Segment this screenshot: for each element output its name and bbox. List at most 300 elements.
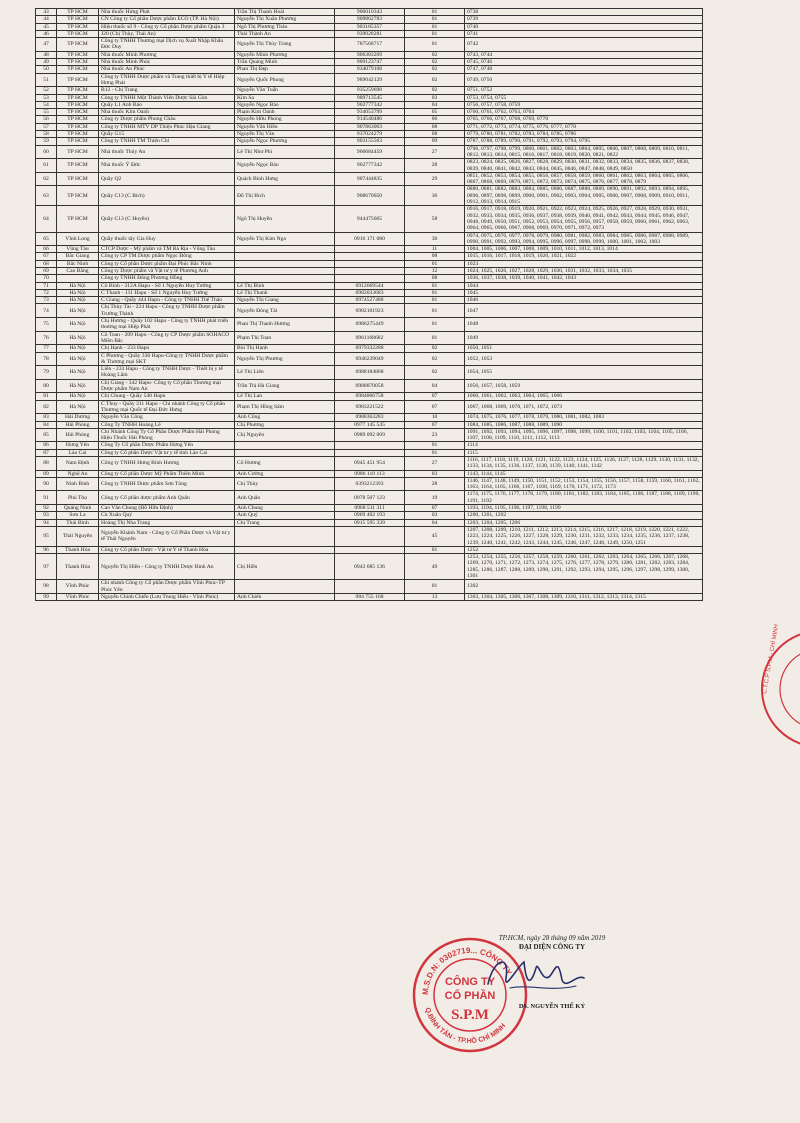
- table-row: [36, 246, 703, 253]
- province-cell: Hà Nội: [57, 289, 99, 296]
- serial-numbers-cell: 0771, 0772, 0773, 0774, 0775, 0776, 0777, 0778: [465, 123, 703, 130]
- serial-numbers-cell: 1047: [465, 304, 703, 318]
- quantity-cell: 28: [405, 159, 465, 173]
- contact-person-cell: Nguyễn Văn Tuấn: [235, 87, 335, 94]
- phone-cell: 0988363283: [335, 414, 405, 421]
- contact-person-cell: Nguyễn Ngọc Bảo: [235, 159, 335, 173]
- table-row: [36, 304, 703, 318]
- phone-cell: 935259698: [335, 87, 405, 94]
- contact-person-cell: Nguyễn Văn Hiền: [235, 123, 335, 130]
- quantity-cell: 04: [405, 519, 465, 526]
- quantity-cell: 01: [405, 449, 465, 456]
- customer-name-cell: Công ty Cổ phần Dược - Vật tư Y tế Thanh Hóa: [99, 546, 235, 553]
- serial-numbers-cell: 0749, 0750: [465, 73, 703, 87]
- phone-cell: 0986275449: [335, 318, 405, 332]
- province-cell: TP HCM: [57, 73, 99, 87]
- province-cell: Hà Nội: [57, 366, 99, 380]
- province-cell: TP HCM: [57, 116, 99, 123]
- row-number-cell: 44: [36, 16, 57, 23]
- contact-person-cell: Anh Công: [235, 414, 335, 421]
- contact-person-cell: Phan Thị Thanh Hương: [235, 318, 335, 332]
- phone-cell: 0988870058: [335, 379, 405, 393]
- serial-numbers-cell: 0760, 0761, 0762, 0763, 0764: [465, 109, 703, 116]
- table-row: [36, 172, 703, 186]
- table-row: [36, 38, 703, 52]
- quantity-cell: 28: [405, 477, 465, 491]
- quantity-cell: 02: [405, 73, 465, 87]
- row-number-cell: 59: [36, 138, 57, 145]
- province-cell: Hà Nội: [57, 379, 99, 393]
- quantity-cell: 06: [405, 116, 465, 123]
- signing-date: TP.HCM, ngày 28 tháng 09 năm 2019: [498, 934, 606, 942]
- contact-person-cell: Bùi Thị Hạnh: [235, 345, 335, 352]
- contact-person-cell: Trần Quang Minh: [235, 59, 335, 66]
- serial-numbers-cell: 0823, 0824, 0825, 0826, 0827, 0828, 0829, 0830, 0831, 0832, 0833, 0834, 0835, 0836, 0837, 0838, 0839, 0840, 0841, 0842, 0843, 0844, 0845, 0846, 0847, 0848, 0849, 0850: [465, 159, 703, 173]
- quantity-cell: 23: [405, 428, 465, 442]
- contact-person-cell: [235, 275, 335, 282]
- table-row: [36, 318, 703, 332]
- table-row: [36, 267, 703, 274]
- table-row: [36, 206, 703, 232]
- quantity-cell: 01: [405, 297, 465, 304]
- customer-name-cell: Nguyễn Chính Chiến (Lưu Trung Hiếu - Vĩnh Phúc): [99, 593, 235, 600]
- edge-stamp: [756, 624, 800, 754]
- contact-person-cell: Ngô Thị Phương Thảo: [235, 23, 335, 30]
- phone-cell: [335, 580, 405, 594]
- table-row: [36, 457, 703, 471]
- row-number-cell: 76: [36, 331, 57, 345]
- phone-cell: 944475665: [335, 206, 405, 232]
- serial-numbers-cell: 1207, 1208, 1209, 1210, 1211, 1212, 1213, 1214, 1215, 1216, 1217, 1218, 1219, 1220, 1221, 1222, 1223, 1224, 1225, 1226, 1227, 1228, 1229, 1230, 1231, 1232, 1233, 1234, 1235, 1236, 1237, 1238, 1239, 1240, 1241, 1242, 1243, 1244, 1245, 1246, 1247, 1248, 1249, 1250, 1251: [465, 526, 703, 546]
- serial-numbers-cell: 1200, 1201, 1202: [465, 512, 703, 519]
- province-cell: Hà Nội: [57, 400, 99, 414]
- quantity-cell: 01: [405, 318, 465, 332]
- province-cell: TP HCM: [57, 51, 99, 58]
- phone-cell: 937024279: [335, 131, 405, 138]
- phone-cell: [335, 526, 405, 546]
- row-number-cell: 72: [36, 289, 57, 296]
- province-cell: Hà Nội: [57, 304, 99, 318]
- contact-person-cell: [235, 267, 335, 274]
- table-row: [36, 23, 703, 30]
- row-number-cell: 85: [36, 428, 57, 442]
- contact-person-cell: [235, 449, 335, 456]
- serial-numbers-cell: 0742: [465, 38, 703, 52]
- contact-person-cell: [235, 526, 335, 546]
- table-row: [36, 331, 703, 345]
- table-row: [36, 138, 703, 145]
- serial-numbers-cell: 1084, 1085, 1086, 1087, 1088, 1089, 1090: [465, 421, 703, 428]
- customer-name-cell: Chi nhánh Công ty Cổ phần Dược phẩm Vĩnh Phúc-TP Phúc Yên: [99, 580, 235, 594]
- phone-cell: 0912669544: [335, 282, 405, 289]
- contact-person-cell: Chị Phương: [235, 421, 335, 428]
- table-row: [36, 16, 703, 23]
- contact-person-cell: Nguyễn Thị Vân: [235, 131, 335, 138]
- customer-name-cell: Công ty TNHH Thương mại Dịch vụ Xuất Nhập Khẩu Đức Duy: [99, 38, 235, 52]
- quantity-cell: 03: [405, 470, 465, 477]
- stamp-center-mid: CỔ PHẦN: [444, 990, 496, 1002]
- contact-person-cell: Anh Quý: [235, 512, 335, 519]
- quantity-cell: 05: [405, 109, 465, 116]
- customer-name-cell: C Giang - Quầy 444 Hapu - Công ty TNHH Thế Thảo: [99, 297, 235, 304]
- phone-cell: [335, 260, 405, 267]
- row-number-cell: 70: [36, 275, 57, 282]
- phone-cell: [335, 275, 405, 282]
- table-row: [36, 131, 703, 138]
- row-number-cell: 87: [36, 449, 57, 456]
- province-cell: TP HCM: [57, 66, 99, 73]
- table-row: [36, 260, 703, 267]
- serial-numbers-cell: 0851, 0852, 0853, 0854, 0855, 0856, 0857, 0858, 0859, 0860, 0861, 0862, 0863, 0864, 0865, 0866, 0867, 0868, 0869, 0870, 0871, 0872, 0873, 0874, 0875, 0876, 0877, 0878, 0879: [465, 172, 703, 186]
- quantity-cell: 02: [405, 366, 465, 380]
- province-cell: Bắc Giang: [57, 253, 99, 260]
- province-cell: Vĩnh Phúc: [57, 593, 99, 600]
- customer-name-cell: Công ty TNHH Một Thành Viên Dược Sài Gòn: [99, 94, 235, 101]
- quantity-cell: 01: [405, 580, 465, 594]
- table-row: [36, 546, 703, 553]
- table-row: [36, 505, 703, 512]
- row-number-cell: 46: [36, 30, 57, 37]
- table-row: [36, 428, 703, 442]
- row-number-cell: 84: [36, 421, 57, 428]
- phone-cell: 0946239049: [335, 352, 405, 366]
- province-cell: Hà Nội: [57, 331, 99, 345]
- row-number-cell: 78: [36, 352, 57, 366]
- phone-cell: 0945 451 954: [335, 457, 405, 471]
- table-row: [36, 51, 703, 58]
- row-number-cell: 69: [36, 267, 57, 274]
- customer-name-cell: C Thanh - 111 Hapu - Số 1 Nguyễn Huy Tưởng: [99, 289, 235, 296]
- customer-name-cell: Công ty TNHH Hưng Bình Hương: [99, 457, 235, 471]
- table-row: [36, 289, 703, 296]
- phone-cell: 0969 402 193: [335, 512, 405, 519]
- table-row: [36, 59, 703, 66]
- table-row: [36, 400, 703, 414]
- quantity-cell: 09: [405, 138, 465, 145]
- phone-cell: 0979332288: [335, 345, 405, 352]
- table-row: [36, 477, 703, 491]
- serial-numbers-cell: 1302: [465, 580, 703, 594]
- customer-name-cell: J20 (Chị Thùy, Thái An): [99, 30, 235, 37]
- serial-numbers-cell: 0779, 0780, 0781, 0782, 0783, 0784, 0785, 0786: [465, 131, 703, 138]
- quantity-cell: 03: [405, 94, 465, 101]
- province-cell: TP HCM: [57, 16, 99, 23]
- contact-person-cell: Nguyễn Thị Kim Nga: [235, 232, 335, 246]
- phone-cell: 903155563: [335, 138, 405, 145]
- customer-name-cell: Quầy C13 (C Huyền): [99, 206, 235, 232]
- row-number-cell: 90: [36, 477, 57, 491]
- row-number-cell: 79: [36, 366, 57, 380]
- phone-cell: [335, 442, 405, 449]
- customer-name-cell: B12 - Chị Trang: [99, 87, 235, 94]
- province-cell: TP HCM: [57, 186, 99, 206]
- province-cell: Hà Nội: [57, 352, 99, 366]
- customer-name-cell: Quầy thuốc tây Gia Huy: [99, 232, 235, 246]
- quantity-cell: 01: [405, 38, 465, 52]
- customer-name-cell: Nhà thuốc Ý Đức: [99, 159, 235, 173]
- quantity-cell: 02: [405, 51, 465, 58]
- quantity-cell: 07: [405, 505, 465, 512]
- phone-cell: 0978 507 123: [335, 491, 405, 505]
- customer-name-cell: Quầy C13 (C Bích): [99, 186, 235, 206]
- table-row: [36, 512, 703, 519]
- quantity-cell: 10: [405, 414, 465, 421]
- serial-numbers-cell: 0787, 0788, 0789, 0790, 0791, 0792, 0793, 0794, 0795: [465, 138, 703, 145]
- customer-name-cell: C Thuy - Quầy 311 Hapu - Chi nhánh Công ty Cổ phần Thương mại Quốc tế Đại Đức Hưng: [99, 400, 235, 414]
- phone-cell: [335, 267, 405, 274]
- table-row: [36, 580, 703, 594]
- table-row: [36, 94, 703, 101]
- row-number-cell: 52: [36, 87, 57, 94]
- serial-numbers-cell: 0765, 0766, 0767, 0768, 0769, 0770: [465, 116, 703, 123]
- serial-numbers-cell: 0745, 0746: [465, 59, 703, 66]
- serial-numbers-cell: 1049: [465, 331, 703, 345]
- quantity-cell: 04: [405, 101, 465, 108]
- phone-cell: 0986 110 113: [335, 470, 405, 477]
- customer-name-cell: Hoàng Thị Nha Trang: [99, 519, 235, 526]
- province-cell: Bắc Ninh: [57, 260, 99, 267]
- row-number-cell: 95: [36, 526, 57, 546]
- row-number-cell: 98: [36, 580, 57, 594]
- customer-name-cell: Nhà thuốc Hưng Phát: [99, 9, 235, 16]
- phone-cell: 908670050: [335, 186, 405, 206]
- customer-name-cell: Cô Bình - 312A Hapu - Số 1 Nguyễn Huy Tưởng: [99, 282, 235, 289]
- phone-cell: 0977 145 545: [335, 421, 405, 428]
- row-number-cell: 48: [36, 51, 57, 58]
- row-number-cell: 80: [36, 379, 57, 393]
- serial-numbers-cell: 1056, 1057, 1058, 1059: [465, 379, 703, 393]
- serial-numbers-cell: 1050, 1051: [465, 345, 703, 352]
- quantity-cell: 12: [405, 267, 465, 274]
- phone-cell: 0974527488: [335, 297, 405, 304]
- province-cell: Hà Nội: [57, 345, 99, 352]
- contact-person-cell: [235, 442, 335, 449]
- province-cell: TP HCM: [57, 38, 99, 52]
- row-number-cell: 53: [36, 94, 57, 101]
- phone-cell: 907444835: [335, 172, 405, 186]
- row-number-cell: 61: [36, 159, 57, 173]
- contact-person-cell: Nguyễn Minh Phương: [235, 51, 335, 58]
- serial-numbers-cell: 0974, 0975, 0976, 0977, 0978, 0979, 0980, 0981, 0982, 0983, 0984, 0985, 0986, 0987, 0988, 0989, 0990, 0991, 0992, 0993, 0994, 0995, 0996, 0997, 0998, 0999, 1000, 1001, 1002, 1003: [465, 232, 703, 246]
- serial-numbers-cell: 1174, 1175, 1176, 1177, 1178, 1179, 1180, 1181, 1182, 1183, 1184, 1185, 1186, 1187, 1188, 1189, 1190, 1191, 1192: [465, 491, 703, 505]
- customer-name-cell: CTCP Dược - Mỹ phẩm và TM Bà Rịa - Vũng Tàu: [99, 246, 235, 253]
- quantity-cell: 58: [405, 206, 465, 232]
- row-number-cell: 83: [36, 414, 57, 421]
- province-cell: TP HCM: [57, 59, 99, 66]
- serial-numbers-cell: 0740: [465, 23, 703, 30]
- edge-stamp-text: C.T.C.P S.P.M - CHÍ MINH: [762, 624, 781, 695]
- serial-numbers-cell: 1060, 1061, 1062, 1063, 1064, 1065, 1066: [465, 393, 703, 400]
- row-number-cell: 97: [36, 554, 57, 580]
- row-number-cell: 47: [36, 38, 57, 52]
- contact-person-cell: Thái Thành An: [235, 30, 335, 37]
- table-row: [36, 449, 703, 456]
- customer-name-cell: Công ty Cổ phần Dược Vật tư y tế tỉnh Lào Cai: [99, 449, 235, 456]
- row-number-cell: 75: [36, 318, 57, 332]
- serial-numbers-cell: 0916, 0917, 0918, 0919, 0920, 0921, 0922, 0923, 0924, 0925, 0926, 0927, 0928, 0929, 0930, 0931, 0932, 0933, 0934, 0935, 0936, 0937, 0938, 0939, 0940, 0941, 0942, 0943, 0944, 0945, 0946, 0947, 0948, 0949, 0950, 0951, 0952, 0953, 0954, 0955, 0956, 0957, 0958, 0959, 0960, 0961, 0962, 0963, 0964, 0965, 0966, 0967, 0968, 0969, 0970, 0971, 0972, 0973: [465, 206, 703, 232]
- row-number-cell: 89: [36, 470, 57, 477]
- customer-name-cell: Chị Chung - Quầy 540 Hapu: [99, 393, 235, 400]
- row-number-cell: 65: [36, 232, 57, 246]
- contact-person-cell: Lê Thị Lan: [235, 393, 335, 400]
- customer-name-cell: Công ty TNHH Đông Phương Hồng: [99, 275, 235, 282]
- quantity-cell: 01: [405, 260, 465, 267]
- table-row: [36, 186, 703, 206]
- phone-cell: 934053799: [335, 109, 405, 116]
- row-number-cell: 64: [36, 206, 57, 232]
- contact-person-cell: [235, 580, 335, 594]
- phone-cell: [335, 449, 405, 456]
- customer-name-cell: Công ty Cổ phần dược phẩm Anh Quân: [99, 491, 235, 505]
- serial-numbers-cell: 0756, 0757, 0758, 0759: [465, 101, 703, 108]
- table-row: [36, 232, 703, 246]
- contact-person-cell: Nguyễn Đông Tài: [235, 304, 335, 318]
- province-cell: Hà Nội: [57, 282, 99, 289]
- table-row: [36, 297, 703, 304]
- province-cell: TP HCM: [57, 138, 99, 145]
- province-cell: Nghệ An: [57, 470, 99, 477]
- phone-cell: [335, 246, 405, 253]
- quantity-cell: 03: [405, 512, 465, 519]
- phone-cell: 0915 595 339: [335, 519, 405, 526]
- province-cell: Thanh Hóa: [57, 554, 99, 580]
- customer-name-cell: Nhà thuốc Minh Phương: [99, 51, 235, 58]
- table-body: [36, 9, 703, 601]
- row-number-cell: 96: [36, 546, 57, 553]
- province-cell: TP HCM: [57, 109, 99, 116]
- contact-person-cell: Chị Nguyên: [235, 428, 335, 442]
- contact-person-cell: Chị Hiền: [235, 554, 335, 580]
- table-row: [36, 366, 703, 380]
- contact-person-cell: Nguyễn Thị Xuân Phương: [235, 16, 335, 23]
- customer-name-cell: Hiệu thuốc số 9 - Công ty Cổ phần Dược phẩm Quận 3: [99, 23, 235, 30]
- quantity-cell: 01: [405, 282, 465, 289]
- row-number-cell: 60: [36, 145, 57, 159]
- customer-name-cell: C Phương - Quầy 336 Hapu-Công ty TNHH Dược phẩm & Thương mại SKT: [99, 352, 235, 366]
- customer-name-cell: Quầy Q2: [99, 172, 235, 186]
- table-row: [36, 116, 703, 123]
- quantity-cell: 08: [405, 275, 465, 282]
- phone-cell: 939028281: [335, 30, 405, 37]
- serial-numbers-cell: 1067, 1068, 1069, 1070, 1071, 1072, 1073: [465, 400, 703, 414]
- stamp-center-top: CÔNG TY: [444, 976, 496, 988]
- signer-name: DS. NGUYỄN THẾ KỶ: [518, 1003, 586, 1010]
- quantity-cell: 01: [405, 331, 465, 345]
- customer-name-cell: Công ty Cổ phần Dược phẩm Đại Phúc Bắc Ninh: [99, 260, 235, 267]
- row-number-cell: 93: [36, 512, 57, 519]
- province-cell: Hải Phòng: [57, 421, 99, 428]
- table-row: [36, 519, 703, 526]
- table-row: [36, 123, 703, 130]
- quantity-cell: 02: [405, 59, 465, 66]
- serial-numbers-cell: 1024, 1025, 1026, 1027, 1028, 1029, 1030, 1031, 1032, 1033, 1034, 1035: [465, 267, 703, 274]
- province-cell: Hải Dương: [57, 414, 99, 421]
- serial-numbers-cell: 1048: [465, 318, 703, 332]
- serial-numbers-cell: 1052, 1053: [465, 352, 703, 366]
- table-row: [36, 442, 703, 449]
- row-number-cell: 67: [36, 253, 57, 260]
- serial-numbers-cell: 0747, 0748: [465, 66, 703, 73]
- table-row: [36, 345, 703, 352]
- serial-numbers-cell: 1091, 1092, 1093, 1094, 1095, 1096, 1097, 1098, 1099, 1100, 1101, 1102, 1103, 1104, 1105, 1106, 1107, 1108, 1109, 1110, 1111, 1112, 1113: [465, 428, 703, 442]
- contact-person-cell: Phan Thị Đẹp: [235, 66, 335, 73]
- table-row: [36, 491, 703, 505]
- quantity-cell: 04: [405, 379, 465, 393]
- quantity-cell: 01: [405, 289, 465, 296]
- province-cell: TP HCM: [57, 123, 99, 130]
- province-cell: Hà Nội: [57, 318, 99, 332]
- contact-person-cell: Chị Thùy: [235, 477, 335, 491]
- province-cell: Quảng Ninh: [57, 505, 99, 512]
- contact-person-cell: [235, 546, 335, 553]
- province-cell: TP HCM: [57, 94, 99, 101]
- table-row: [36, 352, 703, 366]
- contact-person-cell: Đỗ Thị Bích: [235, 186, 335, 206]
- table-row: [36, 414, 703, 421]
- quantity-cell: 01: [405, 546, 465, 553]
- table-row: [36, 470, 703, 477]
- customer-name-cell: Công ty TNHH TM Thiện Chí: [99, 138, 235, 145]
- serial-numbers-cell: 1114: [465, 442, 703, 449]
- row-number-cell: 58: [36, 131, 57, 138]
- province-cell: Hải Phòng: [57, 428, 99, 442]
- serial-numbers-cell: 1054, 1055: [465, 366, 703, 380]
- customer-name-cell: Nhà thuốc Thúy An: [99, 145, 235, 159]
- phone-cell: 903185357: [335, 23, 405, 30]
- province-cell: TP HCM: [57, 131, 99, 138]
- province-cell: TP HCM: [57, 206, 99, 232]
- quantity-cell: 19: [405, 491, 465, 505]
- phone-cell: [335, 253, 405, 260]
- customer-name-cell: Chị Hạnh - 233 Hapu: [99, 345, 235, 352]
- contact-person-cell: Nguyễn Hữu Phong: [235, 116, 335, 123]
- serial-numbers-cell: 1023: [465, 260, 703, 267]
- table-row: [36, 554, 703, 580]
- serial-numbers-cell: 1074, 1075, 1076, 1077, 1078, 1079, 1080, 1081, 1082, 1083: [465, 414, 703, 421]
- row-number-cell: 66: [36, 246, 57, 253]
- contact-person-cell: Trần Thị Thanh Hoài: [235, 9, 335, 16]
- serial-numbers-cell: 1044: [465, 282, 703, 289]
- row-number-cell: 54: [36, 101, 57, 108]
- contact-person-cell: Lê Thị Bình: [235, 282, 335, 289]
- row-number-cell: 62: [36, 172, 57, 186]
- province-cell: TP HCM: [57, 101, 99, 108]
- stamp-center-bottom: S.P.M: [451, 1007, 489, 1023]
- province-cell: Thái Bình: [57, 519, 99, 526]
- province-cell: Ninh Bình: [57, 477, 99, 491]
- row-number-cell: 51: [36, 73, 57, 87]
- quantity-cell: 07: [405, 421, 465, 428]
- table-row: [36, 282, 703, 289]
- stamp-ring-top-text: M.S.D.N: 0302719... CÔNG TY: [420, 945, 514, 996]
- row-number-cell: 49: [36, 59, 57, 66]
- row-number-cell: 91: [36, 491, 57, 505]
- customer-name-cell: CN Công ty Cổ phần Dược phẩm ECO (TP. Hà Nội): [99, 16, 235, 23]
- customer-name-cell: Liên - 233 Hapu - Công ty TNHH Dược - Thiết bị y tế Hoàng Lâm: [99, 366, 235, 380]
- phone-cell: 902777342: [335, 101, 405, 108]
- serial-numbers-cell: 1045: [465, 289, 703, 296]
- phone-cell: 914540486: [335, 116, 405, 123]
- province-cell: Vũng Tàu: [57, 246, 99, 253]
- phone-cell: 989042129: [335, 73, 405, 87]
- province-cell: Hà Nội: [57, 297, 99, 304]
- serial-numbers-cell: 1036, 1037, 1038, 1039, 1040, 1041, 1042, 1043: [465, 275, 703, 282]
- province-cell: Hà Nội: [57, 393, 99, 400]
- quantity-cell: 01: [405, 16, 465, 23]
- contact-person-cell: Nguyễn Thị Thùy Trang: [235, 38, 335, 52]
- quantity-cell: 49: [405, 554, 465, 580]
- serial-numbers-cell: 0753, 0754, 0755: [465, 94, 703, 101]
